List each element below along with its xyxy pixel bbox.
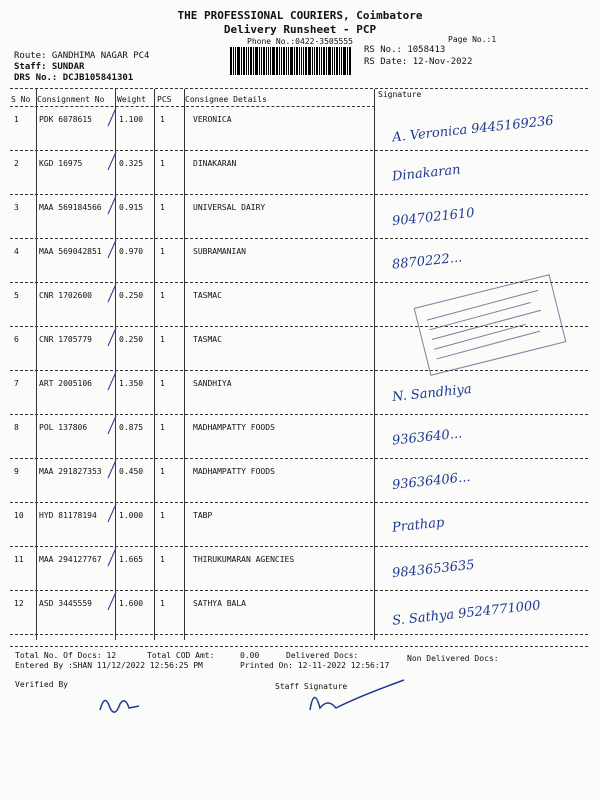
cell-consignee: DINAKARAN [193, 159, 237, 168]
cell-consignee: TASMAC [193, 335, 222, 344]
row-separator [10, 458, 588, 459]
cell-consignment: POL 137806 [39, 423, 88, 432]
cell-pcs: 1 [160, 159, 165, 168]
barcode-bar [286, 47, 287, 75]
row-separator [10, 194, 588, 195]
cell-consignee: THIRUKUMARAN AGENCIES [193, 555, 295, 564]
cell-pcs: 1 [160, 555, 165, 564]
cell-consignment: PDK 6078615 [39, 115, 92, 124]
cell-sno: 2 [14, 159, 19, 168]
phone-number: Phone No.:0422-3505555 [247, 37, 353, 46]
barcode-bar [246, 47, 247, 75]
handwritten-signature: Prathap [391, 515, 446, 536]
barcode-bar [326, 47, 327, 75]
cell-consignment: ART 2005106 [39, 379, 92, 388]
handwritten-signature: N. Sandhiya [391, 381, 473, 406]
col-header-consignee: Consignee Details [185, 95, 267, 104]
barcode-bar [288, 47, 289, 75]
page-number: Page No.:1 [448, 35, 497, 44]
barcode-bar [341, 47, 342, 75]
barcode-bar [296, 47, 298, 75]
column-divider [184, 89, 185, 640]
barcode-bar [334, 47, 335, 75]
cell-weight: 1.100 [119, 115, 144, 124]
check-mark-icon [102, 194, 122, 216]
cell-weight: 1.665 [119, 555, 144, 564]
total-cod-label: Total COD Amt: [147, 651, 215, 660]
printed-on: Printed On: 12-11-2022 12:56:17 [240, 661, 390, 670]
check-mark-icon [102, 502, 122, 524]
cell-consignee: MADHAMPATTY FOODS [193, 423, 275, 432]
row-separator [10, 634, 588, 635]
cell-sno: 5 [14, 291, 19, 300]
cell-consignee: SANDHIYA [193, 379, 232, 388]
barcode-bar [316, 47, 318, 75]
check-mark-icon [102, 326, 122, 348]
barcode-bar [336, 47, 338, 75]
verified-by-label: Verified By [15, 680, 68, 689]
check-mark-icon [102, 458, 122, 480]
barcode-bar [266, 47, 267, 75]
cell-weight: 0.250 [119, 335, 144, 344]
handwritten-signature: 9047021610 [391, 205, 476, 230]
cell-pcs: 1 [160, 379, 165, 388]
cell-sno: 1 [14, 115, 19, 124]
barcode-bar [237, 47, 240, 75]
cell-sno: 6 [14, 335, 19, 344]
barcode-bar [283, 47, 285, 75]
barcode-bar [255, 47, 258, 75]
barcode-bar [250, 47, 252, 75]
barcode-bar [299, 47, 300, 75]
cell-consignment: CNR 1702600 [39, 291, 92, 300]
barcode-bar [343, 47, 346, 75]
handwritten-signature: A. Veronica 9445169236 [391, 113, 555, 146]
staff-label: Staff: SUNDAR [14, 62, 85, 72]
check-mark-icon [102, 282, 122, 304]
verified-signature-scribble [95, 690, 145, 720]
header-rule-bottom [10, 106, 375, 107]
barcode [230, 47, 356, 75]
footer-rule [10, 646, 588, 647]
barcode-bar [261, 47, 262, 75]
cell-weight: 1.600 [119, 599, 144, 608]
barcode-bar [323, 47, 325, 75]
company-title: THE PROFESSIONAL COURIERS, Coimbatore [177, 9, 423, 22]
handwritten-signature: 9363640... [391, 426, 463, 449]
total-cod-value: 0.00 [240, 651, 260, 660]
cell-sno: 8 [14, 423, 19, 432]
column-divider [36, 89, 37, 640]
cell-pcs: 1 [160, 467, 165, 476]
cell-weight: 0.450 [119, 467, 144, 476]
col-header-weight: Weight [117, 95, 146, 104]
delivered-docs: Delivered Docs: [286, 651, 359, 660]
barcode-bar [339, 47, 340, 75]
barcode-bar [235, 47, 236, 75]
check-mark-icon [102, 590, 122, 612]
cell-sno: 12 [14, 599, 24, 608]
cell-pcs: 1 [160, 115, 165, 124]
runsheet-subtitle: Delivery Runsheet - PCP [223, 23, 377, 36]
cell-weight: 1.000 [119, 511, 144, 520]
barcode-bar [276, 47, 278, 75]
row-separator [10, 502, 588, 503]
cell-consignee: TASMAC [193, 291, 222, 300]
column-divider [154, 89, 155, 640]
barcode-bar [294, 47, 295, 75]
barcode-bar [305, 47, 307, 75]
row-separator [10, 414, 588, 415]
drs-number: DRS No.: DCJB105841301 [14, 73, 134, 83]
cell-consignment: CNR 1705779 [39, 335, 92, 344]
row-separator [10, 282, 588, 283]
entered-by: Entered By :SHAN 11/12/2022 12:56:25 PM [15, 661, 203, 670]
handwritten-signature: 8870222... [391, 250, 463, 273]
cell-pcs: 1 [160, 335, 165, 344]
check-mark-icon [102, 370, 122, 392]
cell-sno: 10 [14, 511, 24, 520]
row-separator [10, 590, 588, 591]
staff-signature-scribble [300, 678, 410, 718]
route-label: Route: GANDHIMA NAGAR PC4 [14, 51, 150, 61]
header-rule-top [10, 88, 588, 89]
barcode-bar [253, 47, 254, 75]
total-docs: Total No. Of Docs: 12 [15, 651, 117, 660]
barcode-bar [321, 47, 322, 75]
stamp-scribble [420, 280, 561, 370]
barcode-bar [308, 47, 311, 75]
row-separator [10, 150, 588, 151]
barcode-bar [314, 47, 315, 75]
barcode-bar [263, 47, 265, 75]
cell-weight: 0.970 [119, 247, 144, 256]
cell-sno: 7 [14, 379, 19, 388]
cell-pcs: 1 [160, 291, 165, 300]
barcode-bar [312, 47, 313, 75]
handwritten-signature: Dinakaran [391, 162, 462, 185]
barcode-bar [272, 47, 275, 75]
cell-weight: 1.350 [119, 379, 144, 388]
barcode-bar [259, 47, 260, 75]
cell-weight: 0.325 [119, 159, 144, 168]
col-header-consignment: Consignment No [37, 95, 105, 104]
col-header-signature: Signature [378, 90, 422, 99]
cell-consignee: VERONICA [193, 115, 232, 124]
barcode-bar [301, 47, 302, 75]
barcode-bar [243, 47, 245, 75]
cell-weight: 0.875 [119, 423, 144, 432]
cell-consignee: TABP [193, 511, 213, 520]
cell-consignment: MAA 291827353 [39, 467, 102, 476]
handwritten-signature: 9843653635 [391, 557, 476, 582]
row-separator [10, 238, 588, 239]
cell-sno: 11 [14, 555, 24, 564]
cell-pcs: 1 [160, 599, 165, 608]
barcode-bar [281, 47, 282, 75]
cell-weight: 0.250 [119, 291, 144, 300]
check-mark-icon [102, 546, 122, 568]
check-mark-icon [102, 238, 122, 260]
barcode-bar [349, 47, 351, 75]
cell-pcs: 1 [160, 511, 165, 520]
check-mark-icon [102, 150, 122, 172]
barcode-bar [347, 47, 348, 75]
col-header-pcs: PCS [157, 95, 172, 104]
rs-number: RS No.: 1058413 [364, 45, 446, 55]
barcode-bar [290, 47, 293, 75]
cell-consignee: SATHYA BALA [193, 599, 246, 608]
cell-consignee: SUBRAMANIAN [193, 247, 246, 256]
barcode-bar [328, 47, 331, 75]
cell-sno: 3 [14, 203, 19, 212]
cell-consignment: MAA 569042851 [39, 247, 102, 256]
row-separator [10, 370, 588, 371]
barcode-bar [233, 47, 234, 75]
cell-consignment: HYD 81178194 [39, 511, 97, 520]
cell-consignee: MADHAMPATTY FOODS [193, 467, 275, 476]
cell-pcs: 1 [160, 203, 165, 212]
column-divider [374, 89, 375, 640]
cell-consignment: ASD 3445559 [39, 599, 92, 608]
col-header-sno: S No [11, 95, 31, 104]
row-separator [10, 546, 588, 547]
tasmac-stamp [414, 274, 567, 376]
barcode-bar [230, 47, 232, 75]
cell-weight: 0.915 [119, 203, 144, 212]
barcode-bar [332, 47, 333, 75]
handwritten-signature: 93636406... [391, 469, 472, 494]
barcode-bar [270, 47, 271, 75]
check-mark-icon [102, 106, 122, 128]
barcode-bar [241, 47, 242, 75]
cell-consignment: MAA 569184566 [39, 203, 102, 212]
barcode-bar [248, 47, 249, 75]
cell-consignment: MAA 294127767 [39, 555, 102, 564]
rs-date: RS Date: 12-Nov-2022 [364, 57, 473, 67]
cell-sno: 9 [14, 467, 19, 476]
cell-consignment: KGD 16975 [39, 159, 83, 168]
handwritten-signature: S. Sathya 9524771000 [391, 598, 542, 629]
barcode-bar [279, 47, 280, 75]
non-delivered-docs: Non Delivered Docs: [407, 654, 499, 663]
cell-consignee: UNIVERSAL DAIRY [193, 203, 266, 212]
check-mark-icon [102, 414, 122, 436]
cell-sno: 4 [14, 247, 19, 256]
cell-pcs: 1 [160, 247, 165, 256]
staff-signature-label: Staff Signature [275, 682, 348, 691]
barcode-bar [303, 47, 304, 75]
barcode-bar [319, 47, 320, 75]
cell-pcs: 1 [160, 423, 165, 432]
barcode-bar [268, 47, 269, 75]
